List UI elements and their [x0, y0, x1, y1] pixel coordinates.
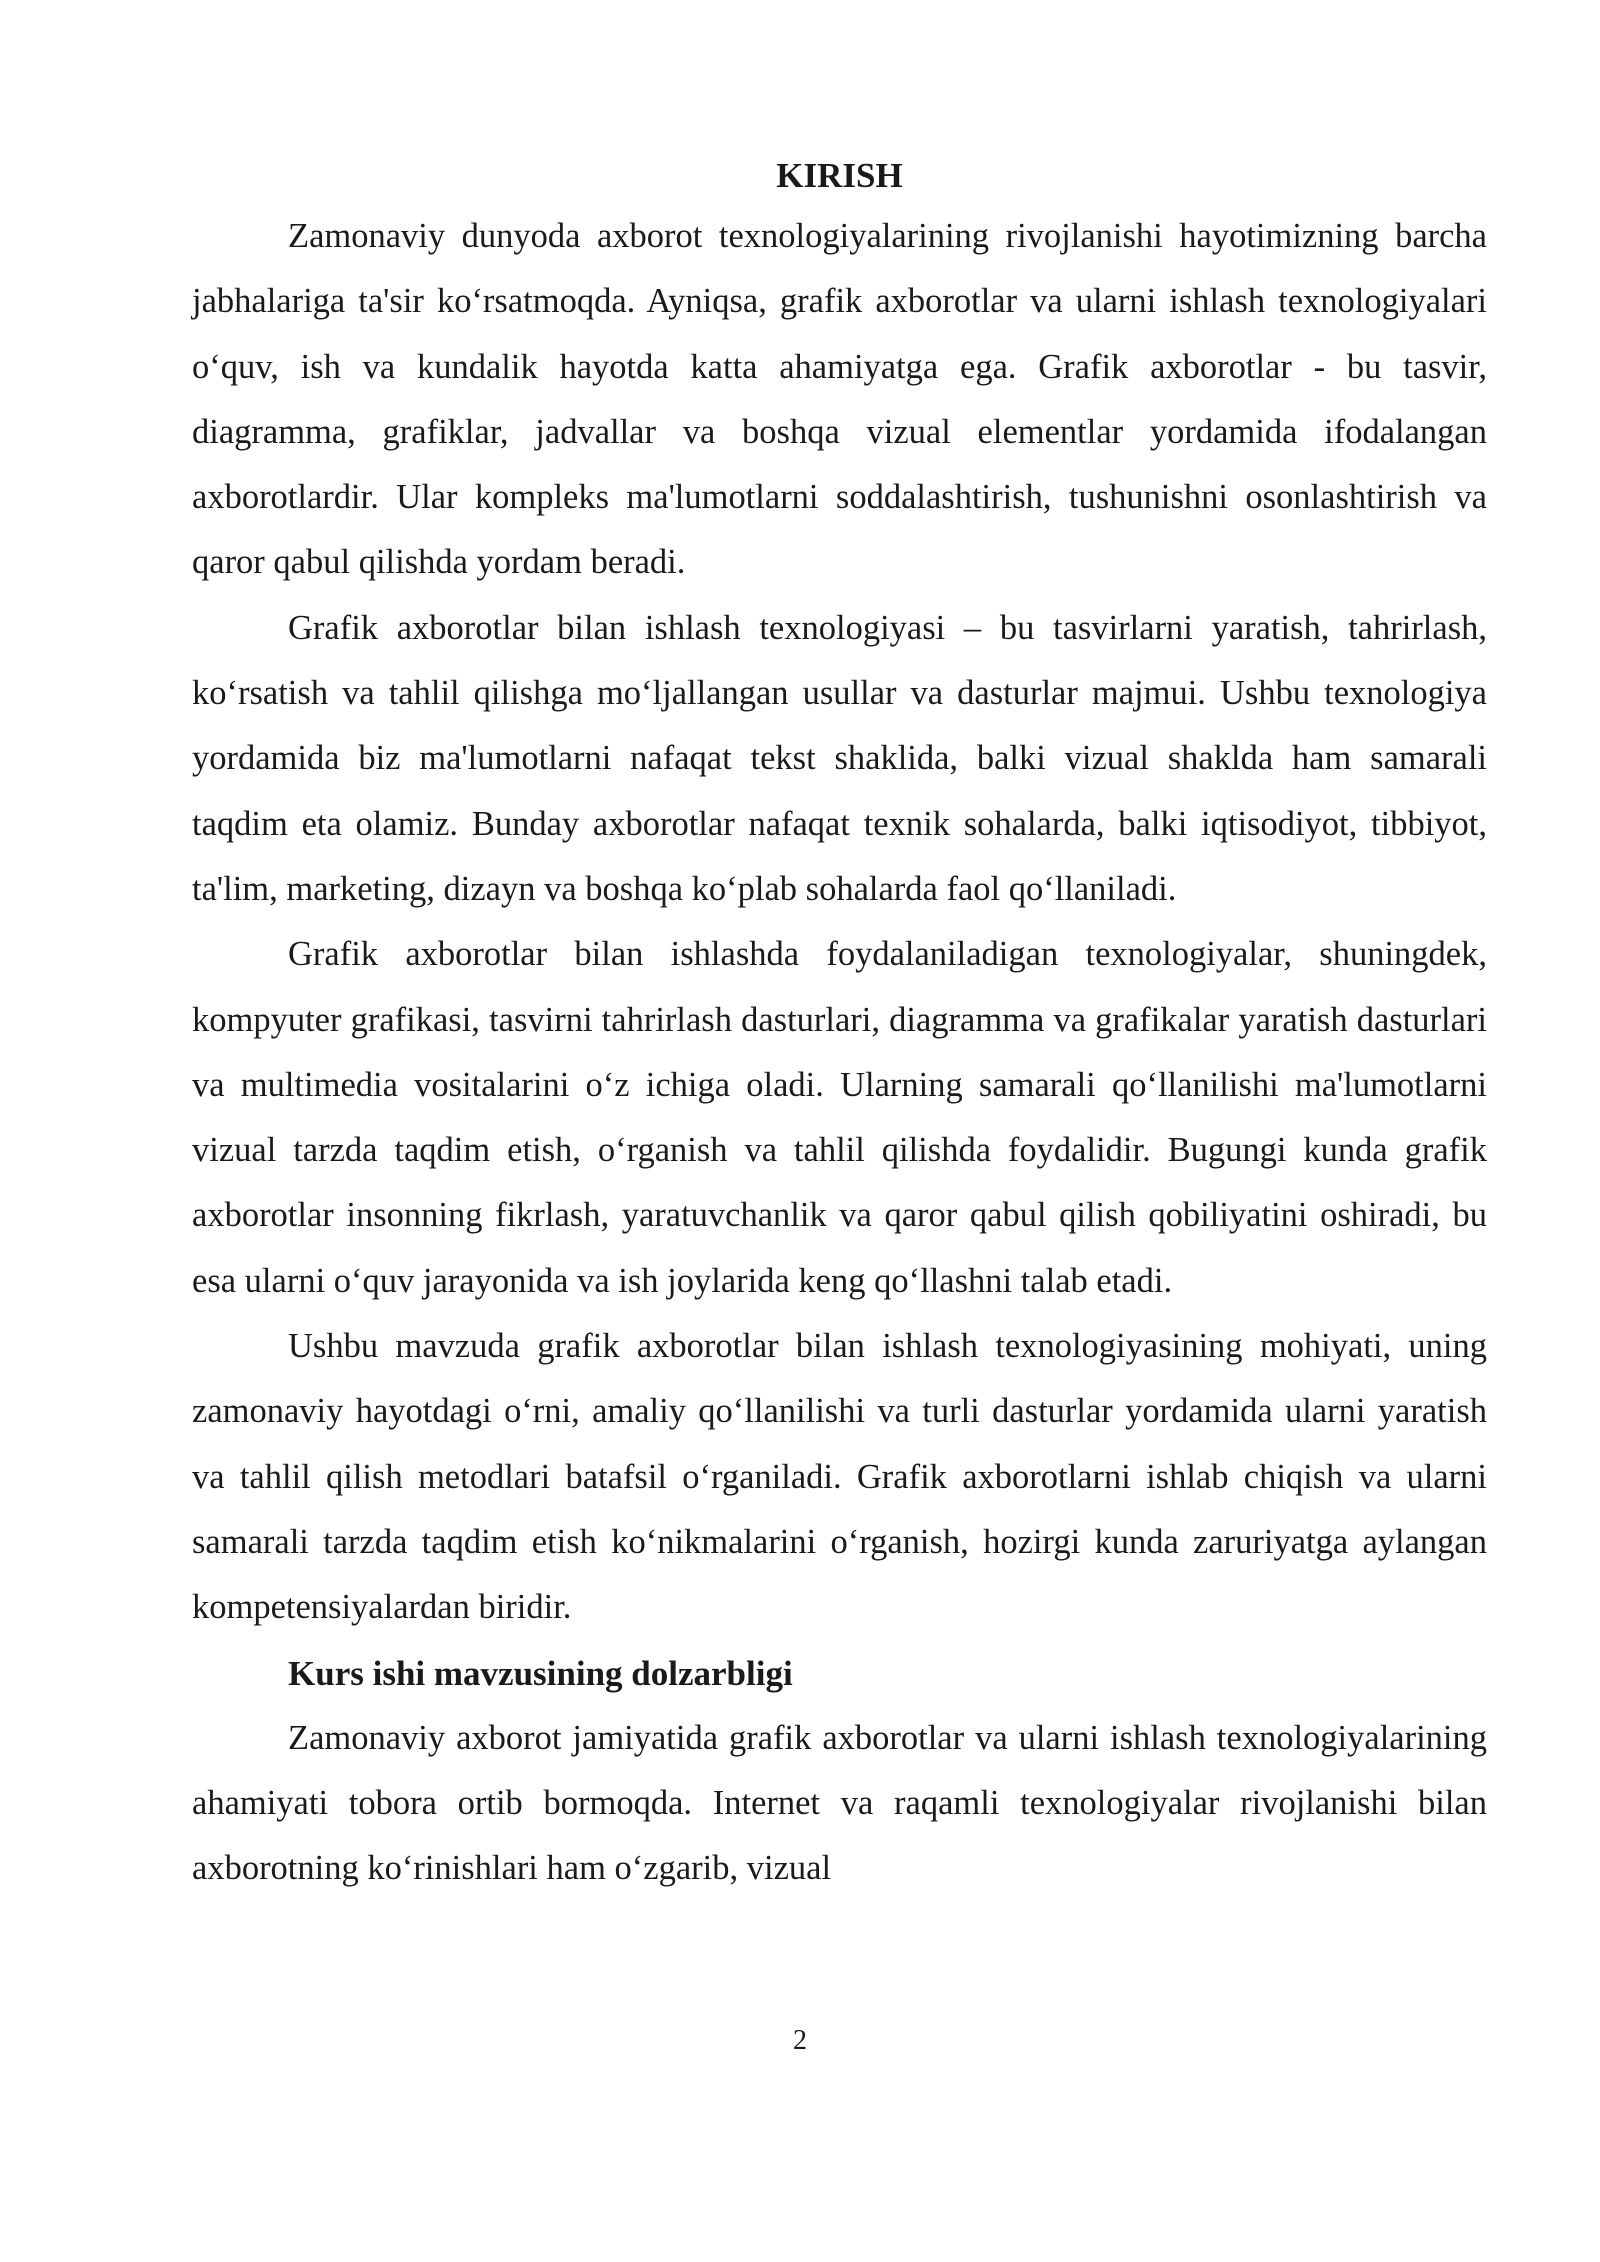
paragraph-4: Ushbu mavzuda grafik axborotlar bilan ishlash texnologiyasining mohiyati, uning zamonaviy hayotdagi oʻrni, amaliy qoʻllanilishi va turli dasturlar yordamida ularni yaratish va tahlil qilish metodlari batafsil oʻrganiladi. Grafik axborotlarni ishlab chiqish va ularni samarali tarzda taqdim etish koʻnikmalarini oʻrganish, hozirgi kunda zaruriyatga aylangan kompetensiyalardan biridir.: [192, 1327, 1487, 1627]
page-content: [192, 148, 1487, 1902]
paragraph-5: Zamonaviy axborot jamiyatida grafik axborotlar va ularni ishlash texnologiyalarining ahamiyati tobora ortib bormoqda. Internet va raqamli texnologiyalar rivojlanishi bilan axborotning koʻrinishlari ham oʻzgarib, vizual: [192, 1718, 1487, 1888]
section-heading: KIRISH: [776, 156, 903, 195]
subsection-heading: Kurs ishi mavzusining dolzarbligi: [288, 1653, 793, 1693]
paragraph-1: Zamonaviy dunyoda axborot texnologiyalarining rivojlanishi hayotimizning barcha jabhalariga ta'sir koʻrsatmoqda. Ayniqsa, grafik axborotlar va ularni ishlash texnologiyalari oʻquv, ish va kundalik hayotda katta ahamiyatga ega. Grafik axborotlar - bu tasvir, diagramma, grafiklar, jadvallar va boshqa vizual elementlar yordamida ifodalangan axborotlardir. Ular kompleks ma'lumotlarni soddalashtirish, tushunishni osonlashtirish va qaror qabul qilishda yordam beradi.: [192, 217, 1487, 582]
paragraph-3: Grafik axborotlar bilan ishlashda foydalaniladigan texnologiyalar, shuningdek, kompyuter grafikasi, tasvirni tahrirlash dasturlari, diagramma va grafikalar yaratish dasturlari va multimedia vositalarini oʻz ichiga oladi. Ularning samarali qoʻllanilishi ma'lumotlarni vizual tarzda taqdim etish, oʻrganish va tahlil qilishda foydalidir. Bugungi kunda grafik axborotlar insonning fikrlash, yaratuvchanlik va qaror qabul qilish qobiliyatini oshiradi, bu esa ularni oʻquv jarayonida va ish joylarida keng qoʻllashni talab etadi.: [192, 935, 1487, 1300]
page-number: 2: [793, 2025, 807, 2056]
paragraph-2: Grafik axborotlar bilan ishlash texnologiyasi – bu tasvirlarni yaratish, tahrirlash, koʻrsatish va tahlil qilishga moʻljallangan usullar va dasturlar majmui. Ushbu texnologiya yordamida biz ma'lumotlarni nafaqat tekst shaklida, balki vizual shaklda ham samarali taqdim eta olamiz. Bunday axborotlar nafaqat texnik sohalarda, balki iqtisodiyot, tibbiyot, ta'lim, marketing, dizayn va boshqa koʻplab sohalarda faol qoʻllaniladi.: [192, 608, 1487, 908]
